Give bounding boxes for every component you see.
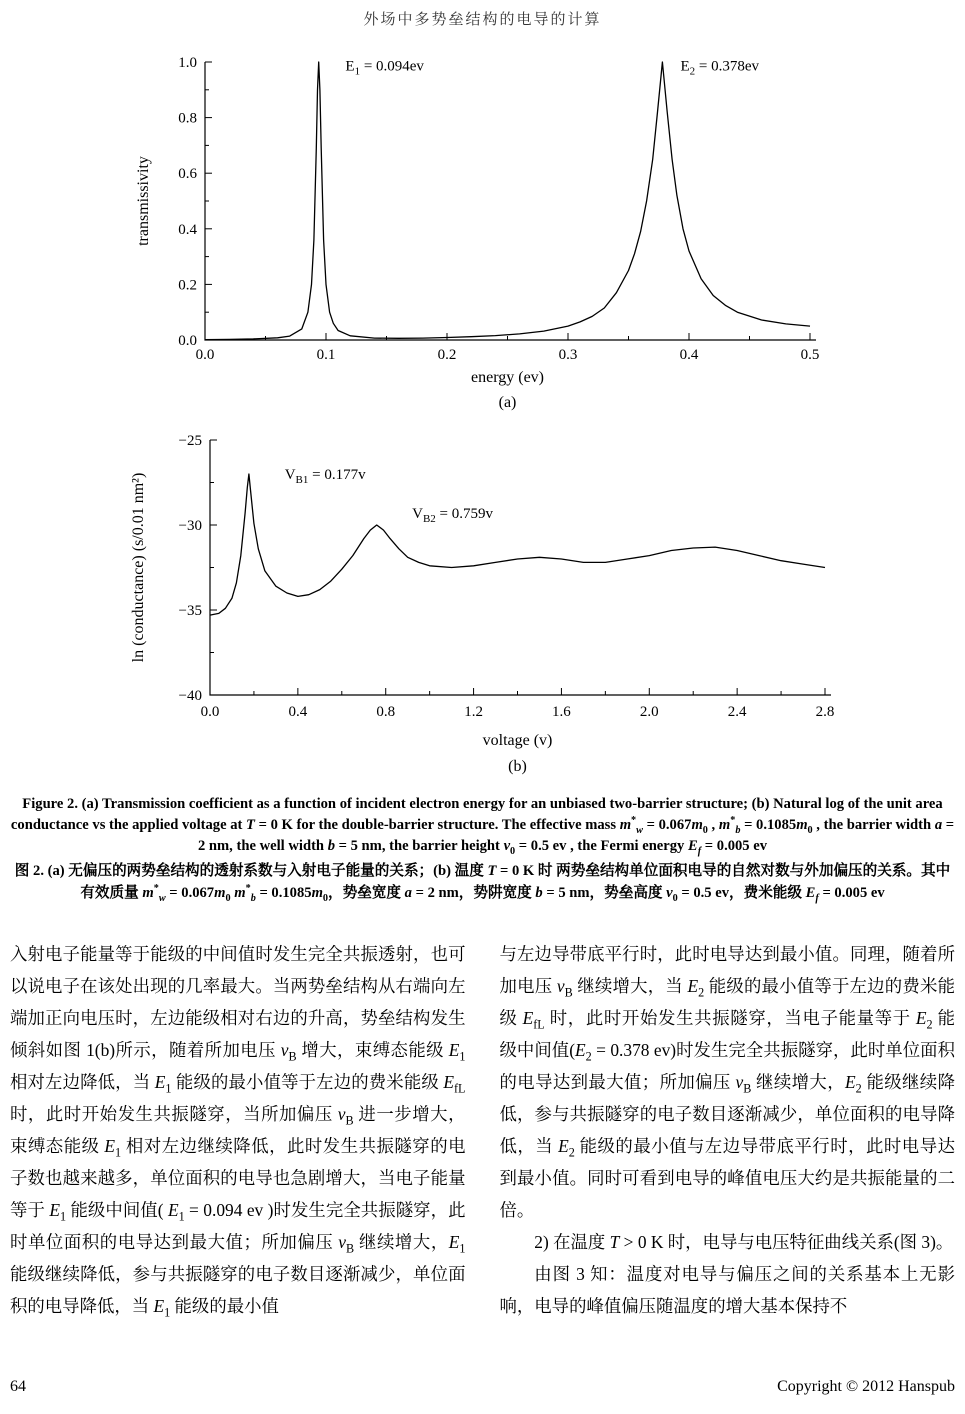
x-tick-label: 0.4 — [679, 347, 699, 363]
x-axis-title: energy (ev) — [471, 369, 544, 386]
peak-annotation: $V_{B1} = 0.177v$ — [284, 467, 366, 487]
x-tick-label: 1.2 — [464, 704, 483, 720]
text-column-left — [10, 938, 466, 1322]
x-tick-label: 0.0 — [200, 704, 220, 720]
x-tick-label: 2.8 — [815, 704, 835, 720]
body-text — [10, 938, 955, 1322]
y-tick-label: −30 — [178, 518, 202, 534]
copyright-notice: Copyright © 2012 Hanspub — [777, 1378, 955, 1395]
y-tick-label: −25 — [178, 433, 202, 449]
x-tick-label: 0.5 — [800, 347, 820, 363]
figure-caption-chinese: 图 2. (a) 无偏压的两势垒结构的透射系数与入射电子能量的关系；(b) 温度 T = 0 K 时 两势垒结构单位面积电导的自然对数与外加偏压的关系。其中有效质量 $m^*_w = 0.067m_0$ $m^*_b = 0.1085m_0$，势垒宽度 a = 2 nm，势阱宽度 b = 5 nm，势垒高度 $v_0 = 0.5$ ev，费米能级 $E_f = 0.005$ ev — [14, 863, 951, 904]
body-paragraph: 与左边导带底平行时，此时电导达到最小值。同理，随着所加电压 $v_B$ 继续增大，当 $E_2$ 能级的最小值等于左边的费米能级 $E_{fL}$ 时，此时开始发生共振隧穿，当电子能量等于 $E_2$ 能级中间值($E_2 = 0.378$ ev)时发生完全共振隧穿，此时单位面积的电导达到最大值；所加偏压 $v_B$ 继续增大，$E_2$ 能级继续降低，参与共振隧穿的电子数目逐渐减少，单位面积的电导降低，当 $E_2$ 能级的最小值与左边导带底平行时，此时电导达到最小值。同时可看到电导的峰值电压大约是共振能量的二倍。 — [499, 944, 955, 1220]
y-tick-label: 0.2 — [178, 277, 197, 294]
subplot-label: (a) — [498, 394, 517, 411]
y-tick-label: 0.6 — [178, 166, 197, 183]
transmission-vs-energy-chart — [0, 48, 965, 420]
subplot-label: (b) — [508, 758, 527, 775]
running-header-title: 外场中多势垒结构的电导的计算 — [363, 12, 602, 28]
x-tick-label: 2.4 — [727, 704, 747, 720]
axes — [205, 62, 816, 340]
y-axis-title: transmissivity — [135, 156, 152, 246]
peak-annotation: $V_{B2} = 0.759v$ — [412, 506, 494, 526]
x-tick-label: 0.3 — [558, 347, 578, 363]
x-tick-label: 0.2 — [437, 347, 457, 363]
y-tick-label: −40 — [178, 688, 202, 704]
body-paragraph: 入射电子能量等于能级的中间值时发生完全共振透射，也可以说电子在该处出现的几率最大。当两势垒结构从右端向左端加正向电压时，左边能级相对右边的升高，势垒结构发生倾斜如图 1(b)所示，随着所加电压 $v_B$ 增大，束缚态能级 $E_1$ 相对左边降低，当 $E_1$ 能级的最小值等于左边的费米能级 $E_{fL}$ 时，此时开始发生共振隧穿，当所加偏压 $v_B$ 进一步增大，束缚态能级 $E_1$ 相对左边继续降低，此时发生共振隧穿的电子数也越来越多，单位面积的电导也急剧增大，当电子能量等于 $E_1$ 能级中间值( $E_1 = 0.094$ ev )时发生完全共振隧穿，此时单位面积的电导达到最大值；所加偏压 $v_B$ 继续增大，$E_1$ 能级继续降低，参与共振隧穿的电子数目逐渐减少，单位面积的电导降低，当 $E_1$ 能级的最小值 — [10, 944, 466, 1320]
y-tick-label: −35 — [178, 603, 202, 619]
transmission-curve — [205, 62, 810, 340]
x-tick-label: 0.0 — [195, 347, 215, 363]
x-tick-label: 0.1 — [316, 347, 336, 363]
figure-2-caption — [10, 794, 955, 907]
text-column-right — [500, 938, 956, 1322]
body-paragraph: 由图 3 知：温度对电导与偏压之间的关系基本上无影响，电导的峰值偏压随温度的增大基本保持不 — [499, 1264, 955, 1316]
x-tick-label: 2.0 — [639, 704, 659, 720]
conductance-curve — [210, 474, 825, 615]
conductance-vs-voltage-chart — [0, 425, 965, 785]
y-tick-label: 0.0 — [178, 333, 197, 349]
y-tick-label: 0.4 — [178, 221, 197, 238]
y-tick-label: 0.8 — [178, 110, 197, 127]
page-footer — [10, 1378, 955, 1396]
x-tick-label: 0.4 — [288, 704, 308, 720]
x-tick-label: 0.8 — [376, 704, 396, 720]
x-tick-label: 1.6 — [552, 704, 571, 720]
y-axis-title: ln (conductance) (s/0.01 nm²) — [130, 472, 147, 663]
peak-annotation: $E_2 = 0.378ev$ — [680, 58, 760, 78]
figure-caption-english: Figure 2. (a) Transmission coefficient as a function of incident electron energy for an unbiased two-barrier structure; (b) Natural log of the unit area conductance vs the applied voltage at T = 0 K for the double-barrier structure. The effective mass $m^*_w = 0.067m_0$ , $m^*_b = 0.1085m_0$ , the barrier width a = 2 nm, the well width b = 5 nm, the barrier height $v_0 = 0.5$ ev , the Fermi energy $E_f = 0.005$ ev — [10, 796, 955, 857]
body-paragraph: 2) 在温度 T > 0 K 时，电导与电压特征曲线关系(图 3)。 — [534, 1232, 954, 1252]
peak-annotation: $E_1 = 0.094ev$ — [345, 58, 424, 78]
y-tick-label: 1.0 — [178, 55, 197, 71]
page-number: 64 — [10, 1378, 26, 1395]
x-axis-title: voltage (v) — [482, 732, 553, 749]
